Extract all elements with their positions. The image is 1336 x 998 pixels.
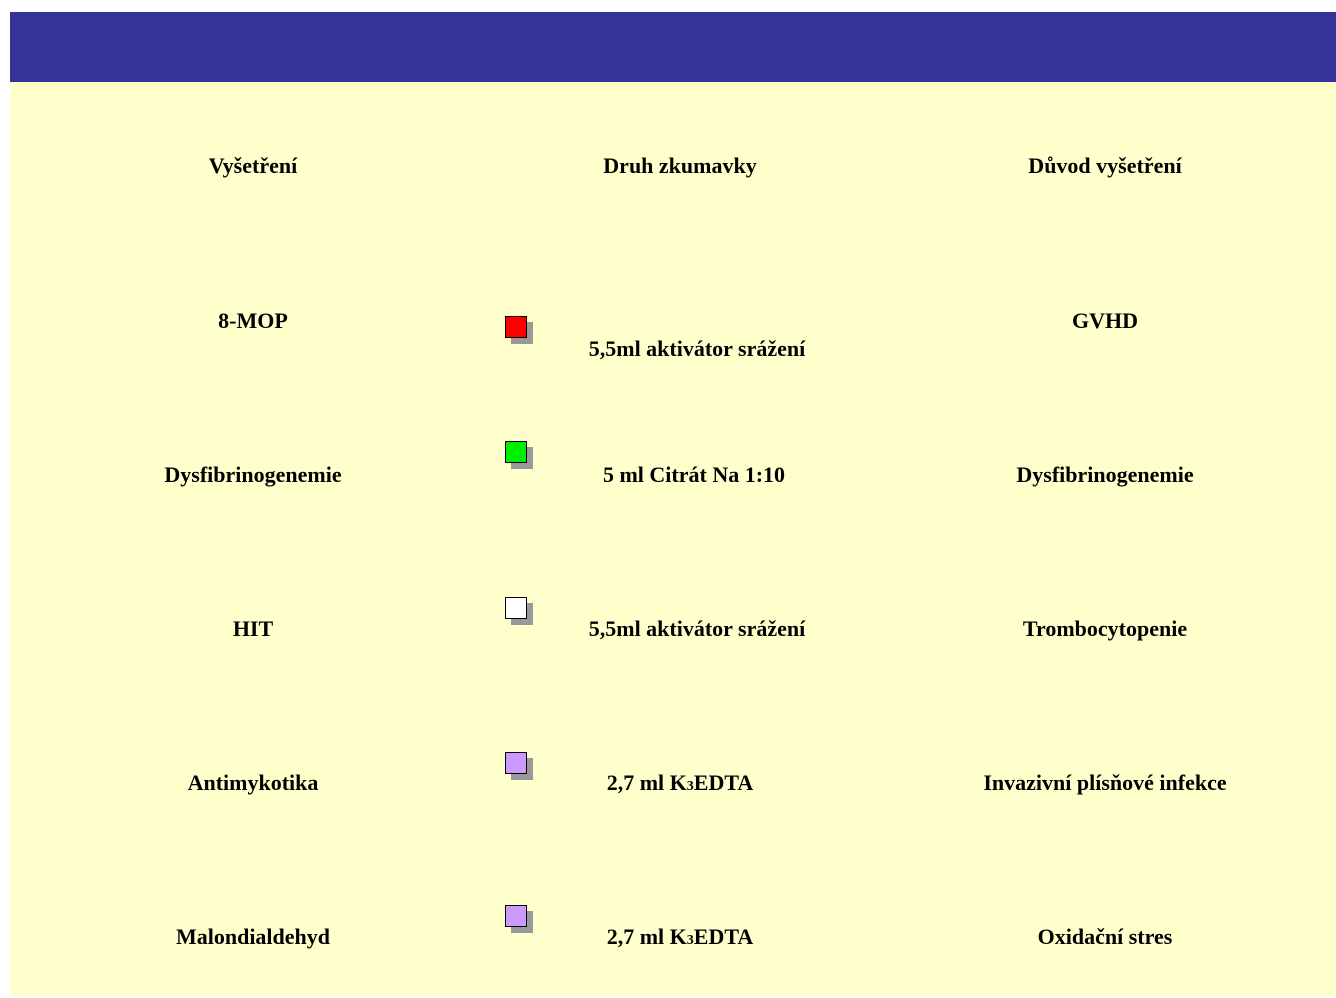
header-reason: Důvod vyšetření <box>1028 153 1182 178</box>
row-2-reason: Dysfibrinogenemie <box>1016 462 1194 487</box>
row-3-exam: HIT <box>232 616 274 641</box>
title-bar <box>10 12 1336 82</box>
row-3-reason: Trombocytopenie <box>1022 616 1188 641</box>
header-exam: Vyšetření <box>208 153 298 178</box>
row-5-reason: Oxidační stres <box>1037 924 1173 949</box>
row-4-tube: 2,7 ml K3EDTA <box>606 770 754 795</box>
row-3-tube: 5,5ml aktivátor srážení <box>588 616 806 641</box>
row-4-exam: Antimykotika <box>187 770 319 795</box>
white-tube-icon <box>505 597 527 619</box>
row-2-tube: 5 ml Citrát Na 1:10 <box>602 462 786 487</box>
header-tube: Druh zkumavky <box>603 153 757 178</box>
row-4-reason: Invazivní plísňové infekce <box>983 770 1227 795</box>
row-5-exam: Malondialdehyd <box>175 924 331 949</box>
row-1-exam: 8-MOP <box>218 308 288 333</box>
row-1-reason: GVHD <box>1072 308 1138 333</box>
purple-tube-icon <box>505 905 527 927</box>
purple-tube-icon <box>505 752 527 774</box>
row-2-exam: Dysfibrinogenemie <box>164 462 342 487</box>
row-5-tube: 2,7 ml K3EDTA <box>606 924 754 949</box>
row-1-tube: 5,5ml aktivátor srážení <box>588 336 806 361</box>
green-tube-icon <box>505 441 527 463</box>
red-tube-icon <box>505 316 527 338</box>
